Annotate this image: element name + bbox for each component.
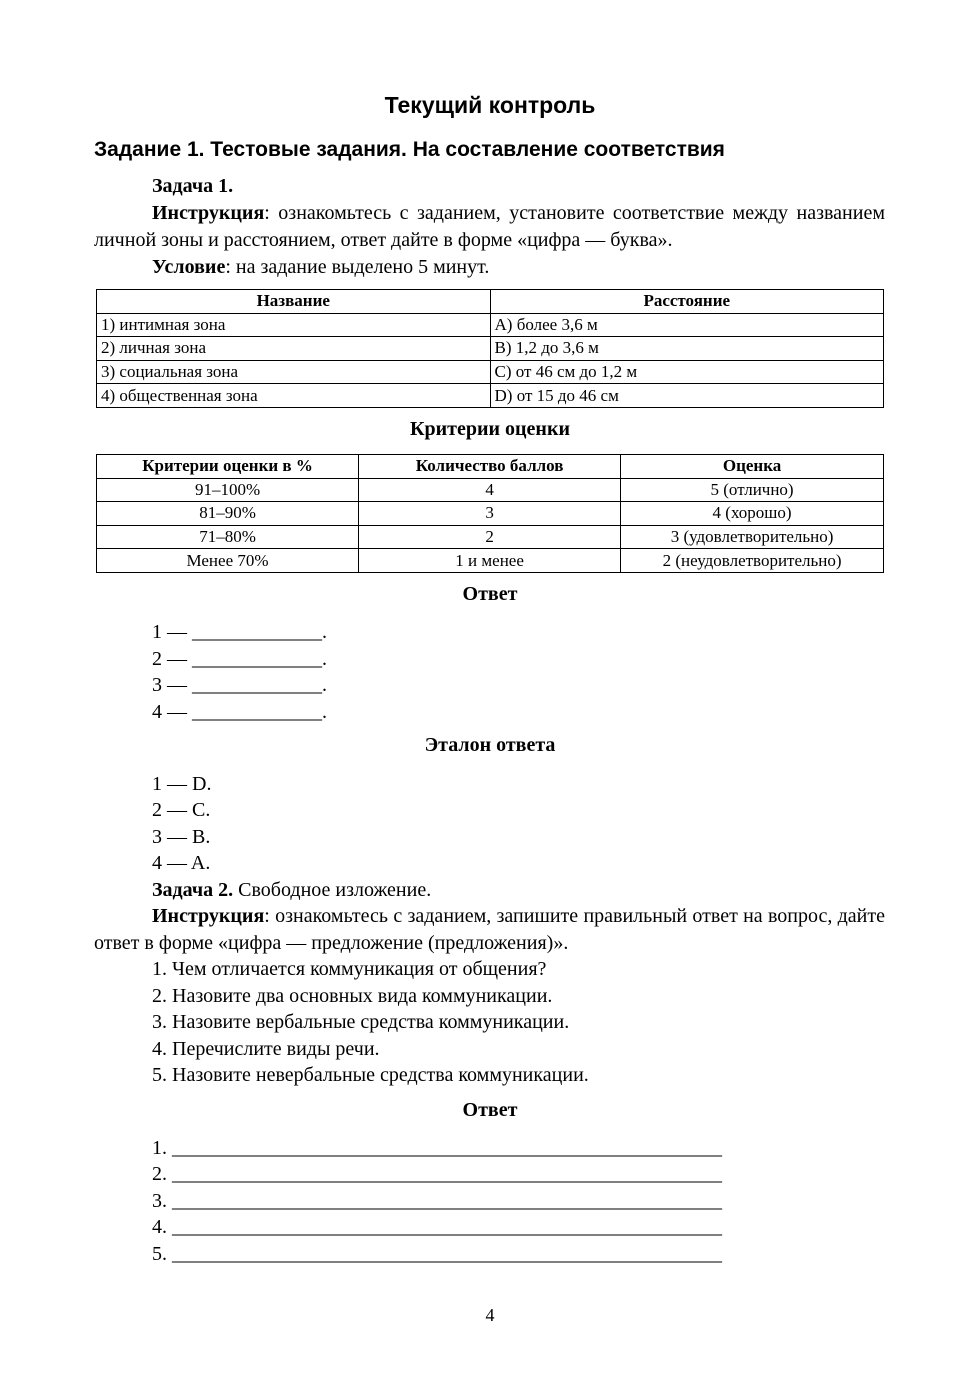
task1-condition-text: : на задание выделено 5 минут.	[225, 256, 490, 278]
points-cell: 4	[359, 478, 621, 502]
task1-instruction-text: : ознакомьтесь с заданием, установите соответствие между названием личной зоны и расстоянием, ответ дайте в форме «цифра — буква».	[94, 202, 885, 251]
reference-title: Эталон ответа	[424, 734, 556, 756]
page-title: Текущий контроль	[384, 92, 596, 118]
task1-title: Задача 1.	[152, 175, 234, 197]
zones-table	[96, 289, 884, 408]
answer1-line-1: 1 — _____________.	[152, 621, 327, 643]
points-cell: 2	[359, 525, 621, 549]
points-cell: 3	[359, 502, 621, 526]
percent-cell: Менее 70%	[97, 549, 359, 573]
answer1-title: Ответ	[462, 583, 518, 605]
criteria-table-header	[97, 455, 884, 479]
zone-cell: 2) личная зона	[97, 337, 491, 361]
question-3: 3. Назовите вербальные средства коммуникации.	[152, 1011, 570, 1033]
grade-cell: 2 (неудовлетворительно)	[621, 549, 884, 573]
table-row	[97, 360, 884, 384]
task2-instruction	[94, 903, 885, 956]
table-row	[97, 502, 884, 526]
points-cell: 1 и менее	[359, 549, 621, 573]
zones-table-header	[97, 290, 884, 314]
reference-line-4: 4 — A.	[152, 852, 211, 874]
task1-condition-label: Условие	[152, 256, 226, 278]
criteria-title: Критерии оценки	[410, 418, 570, 440]
percent-cell: 91–100%	[97, 478, 359, 502]
grade-cell: 5 (отлично)	[621, 478, 884, 502]
answer1-line-3: 3 — _____________.	[152, 674, 327, 696]
zone-cell: 3) социальная зона	[97, 360, 491, 384]
grade-cell: 3 (удовлетворительно)	[621, 525, 884, 549]
question-1: 1. Чем отличается коммуникация от общения?	[152, 958, 547, 980]
table-row	[97, 384, 884, 408]
section-title: Задание 1. Тестовые задания. На составление соответствия	[94, 138, 725, 161]
question-4: 4. Перечислите виды речи.	[152, 1038, 380, 1060]
task1-instruction	[94, 200, 885, 253]
answer2-line-3: 3. _______________________________________________________	[152, 1190, 722, 1212]
task2-instruction-label: Инструкция	[152, 905, 265, 927]
task2-title: Задача 2.	[152, 879, 234, 901]
table-row	[97, 549, 884, 573]
criteria-header-grade: Оценка	[621, 455, 884, 479]
reference-line-1: 1 — D.	[152, 773, 212, 795]
table-row	[97, 525, 884, 549]
reference-line-2: 2 — C.	[152, 799, 211, 821]
distance-cell: A) более 3,6 м	[490, 313, 884, 337]
table-row	[97, 478, 884, 502]
zones-header-distance: Расстояние	[490, 290, 884, 314]
distance-cell: D) от 15 до 46 см	[490, 384, 884, 408]
percent-cell: 81–90%	[97, 502, 359, 526]
distance-cell: B) 1,2 до 3,6 м	[490, 337, 884, 361]
task1-instruction-label: Инструкция	[152, 202, 265, 224]
task2-instruction-text: : ознакомьтесь с заданием, запишите правильный ответ на вопрос, дайте ответ в форме «цифра — предложение (предложения)».	[94, 905, 885, 954]
answer2-line-5: 5. _______________________________________________________	[152, 1243, 722, 1265]
answer1-line-2: 2 — _____________.	[152, 648, 327, 670]
criteria-table	[96, 454, 884, 573]
grade-cell: 4 (хорошо)	[621, 502, 884, 526]
reference-line-3: 3 — B.	[152, 826, 211, 848]
answer1-line-4: 4 — _____________.	[152, 701, 327, 723]
zones-header-name: Название	[97, 290, 491, 314]
zone-cell: 1) интимная зона	[97, 313, 491, 337]
zone-cell: 4) общественная зона	[97, 384, 491, 408]
task2-title-rest: Свободное изложение.	[233, 879, 432, 901]
criteria-header-points: Количество баллов	[359, 455, 621, 479]
question-2: 2. Назовите два основных вида коммуникации.	[152, 985, 553, 1007]
task1-condition	[152, 254, 489, 281]
criteria-header-percent: Критерии оценки в %	[97, 455, 359, 479]
answer2-line-1: 1. _______________________________________________________	[152, 1137, 722, 1159]
answer2-title: Ответ	[462, 1099, 518, 1121]
distance-cell: C) от 46 см до 1,2 м	[490, 360, 884, 384]
question-5: 5. Назовите невербальные средства коммуникации.	[152, 1064, 589, 1086]
percent-cell: 71–80%	[97, 525, 359, 549]
page-number: 4	[485, 1305, 495, 1325]
answer2-line-4: 4. _______________________________________________________	[152, 1216, 722, 1238]
table-row	[97, 337, 884, 361]
table-row	[97, 313, 884, 337]
answer2-line-2: 2. _______________________________________________________	[152, 1163, 722, 1185]
task2-title-line	[152, 877, 431, 904]
